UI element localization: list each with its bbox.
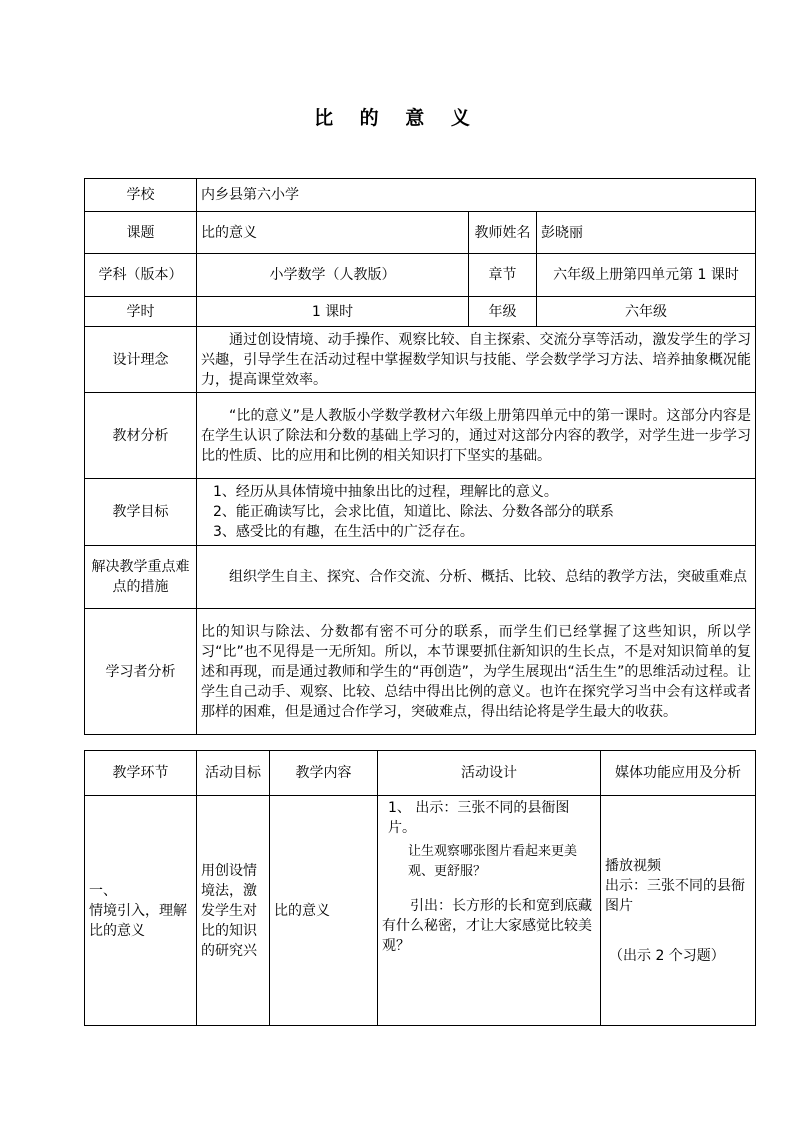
goal-item: 1、经历从具体情境中抽象出比的过程，理解比的意义。: [213, 484, 558, 500]
stage-cell: [85, 796, 197, 1026]
school-label: 学校: [85, 179, 197, 212]
page-title: 比 的 意 义: [314, 107, 480, 129]
topic-value: 比的意义: [197, 212, 469, 254]
method-label: 解决教学重点难点的措施: [85, 546, 197, 609]
header-stage: 教学环节: [85, 751, 197, 796]
goals-list: [197, 479, 756, 546]
grade-label: 年级: [469, 297, 537, 327]
school-value: 内乡县第六小学: [197, 179, 756, 212]
design-step-2: 让生观察哪张图片看起来更美观、更舒服？: [408, 844, 578, 879]
material-label: 教材分析: [85, 393, 197, 479]
topic-label: 课题: [85, 212, 197, 254]
design-step-3: 引出：长方形的长和宽到底藏有什么秘密，才让大家感觉比较美观？: [382, 898, 592, 954]
goal-item: 2、能正确读写比，会求比值，知道比、除法、分数各部分的联系: [213, 504, 614, 520]
learner-label: 学习者分析: [85, 609, 197, 735]
method-text: 组织学生自主、探究、合作交流、分析、概括、比较、总结的教学方法，突破重难点: [197, 546, 756, 609]
media-cell: [601, 796, 756, 1026]
hours-label: 学时: [85, 297, 197, 327]
design-step-1: 1、 出示：三张不同的县衙图片。: [388, 800, 570, 836]
design-cell: [378, 796, 601, 1026]
design-label: 设计理念: [85, 327, 197, 393]
media-line-2: 出示：三张不同的县衙图片: [605, 877, 745, 914]
hours-value: 1 课时: [197, 297, 469, 327]
subject-label: 学科（版本）: [85, 254, 197, 297]
teacher-label: 教师姓名: [469, 212, 537, 254]
media-line-1: 播放视频: [605, 857, 661, 874]
content-cell: 比的意义: [270, 796, 378, 1026]
grade-value: 六年级: [537, 297, 756, 327]
learner-text: 比的知识与除法、分数都有密不可分的联系，而学生们已经掌握了这些知识，所以学习“比”也不见得是一无所知。所以，本节课要抓住新知识的生长点，不是对知识简单的复述和再现，而是通过教师和学生的“再创造”，为学生展现出“活生生”的思维活动过程。让学生自己动手、观察、比较、总结中得出比例的意义。也许在探究学习当中会有这样或者那样的困难，但是通过合作学习，突破难点，得出结论将是学生最大的收获。: [197, 609, 756, 735]
goal-item: 3、感受比的有趣，在生活中的广泛存在。: [213, 524, 474, 540]
header-goal: 活动目标: [197, 751, 270, 796]
teaching-process-table: [84, 750, 756, 1026]
chapter-label: 章节: [469, 254, 537, 297]
media-line-3: （出示 2 个习题）: [609, 947, 725, 964]
goals-label: 教学目标: [85, 479, 197, 546]
design-text: 通过创设情境、动手操作、观察比较、自主探索、交流分享等活动，激发学生的学习兴趣，引导学生在活动过程中掌握数学知识与技能、学会数学学习方法、培养抽象概况能力，提高课堂效率。: [197, 327, 756, 393]
chapter-value: 六年级上册第四单元第 1 课时: [537, 254, 756, 297]
lesson-info-table: [84, 178, 756, 735]
stage-number: 一、: [89, 882, 117, 899]
material-text: “比的意义”是人教版小学数学教材六年级上册第四单元中的第一课时。这部分内容是在学生认识了除法和分数的基础上学习的，通过对这部分内容的教学，对学生进一步学习比的性质、比的应用和比例的相关知识打下坚实的基础。: [197, 393, 756, 479]
header-design: 活动设计: [378, 751, 601, 796]
header-media: 媒体功能应用及分析: [601, 751, 756, 796]
teacher-value: 彭晓丽: [537, 212, 756, 254]
header-content: 教学内容: [270, 751, 378, 796]
stage-title: 情境引入，理解比的意义: [89, 902, 187, 939]
goal-cell: 用创设情境法，激发学生对比的知识的研究兴: [197, 796, 270, 1026]
subject-value: 小学数学（人教版）: [197, 254, 469, 297]
